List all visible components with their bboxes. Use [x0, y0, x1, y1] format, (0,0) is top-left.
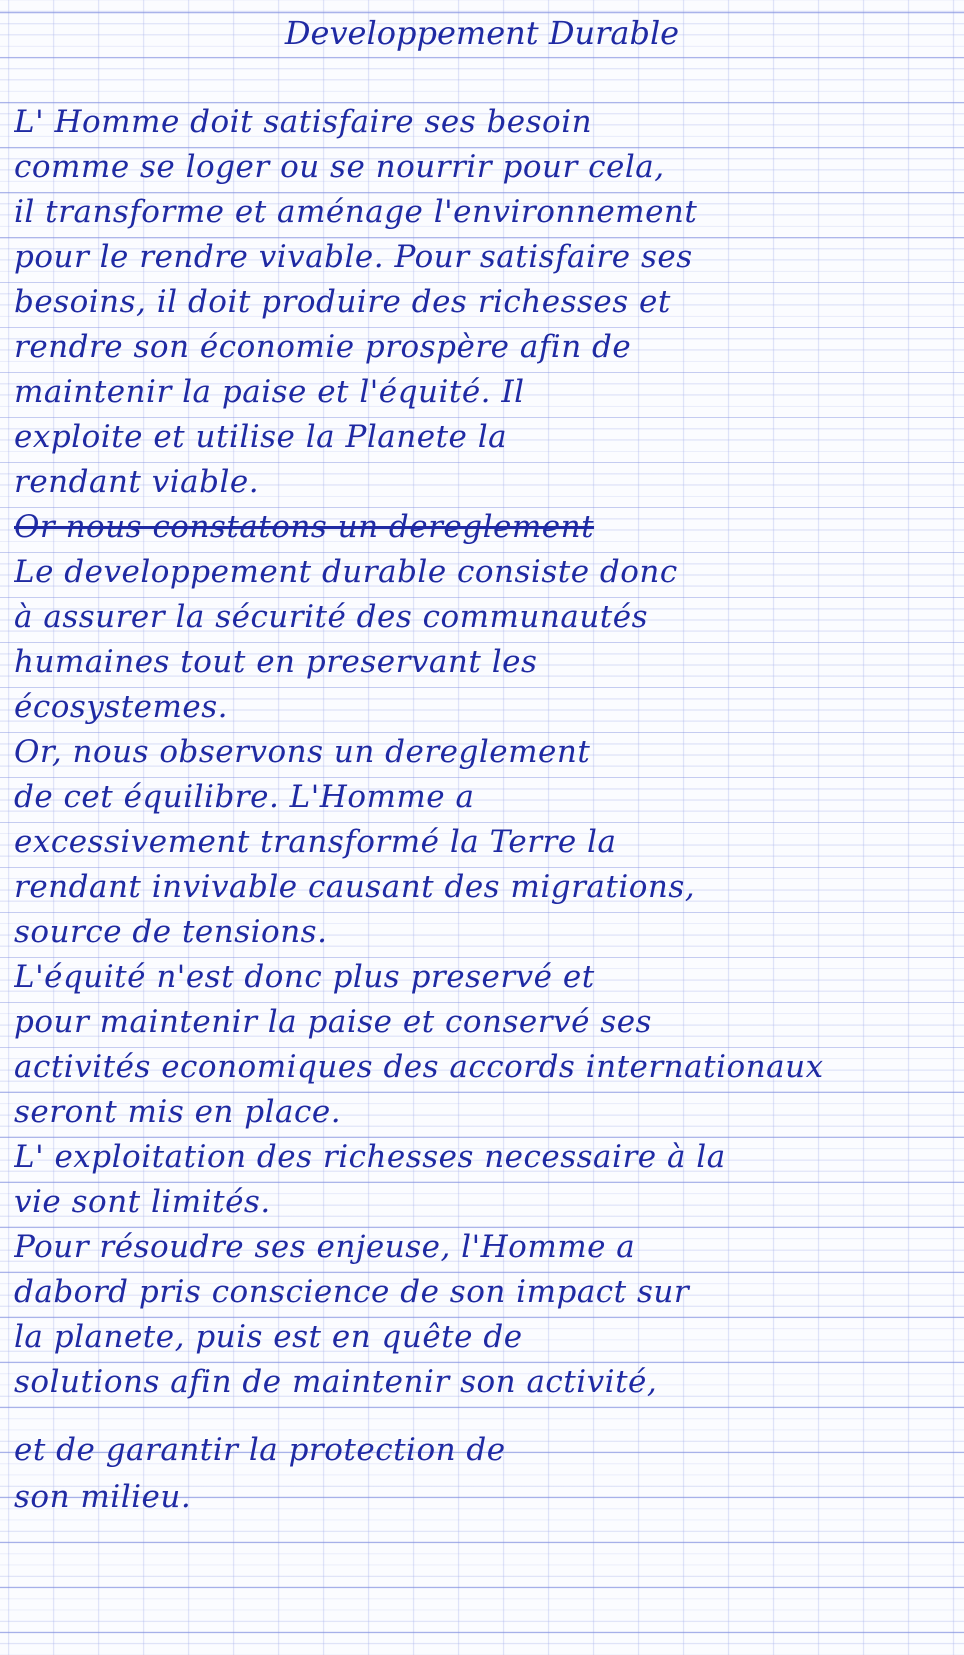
text-line: son milieu.: [14, 1479, 192, 1515]
text-line: Or, nous observons un dereglement: [14, 734, 591, 770]
text-line: écosystemes.: [14, 689, 229, 725]
text-line: dabord pris conscience de son impact sur: [14, 1274, 690, 1310]
struck-text-line: Or nous constatons un dereglement: [14, 509, 595, 545]
text-line: solutions afin de maintenir son activité,: [14, 1364, 658, 1400]
text-line: la planete, puis est en quête de: [14, 1319, 523, 1355]
text-line: à assurer la sécurité des communautés: [14, 599, 649, 635]
text-line: L' Homme doit satisfaire ses besoin: [14, 104, 593, 140]
text-line: exploite et utilise la Planete la: [14, 419, 508, 455]
text-line: comme se loger ou se nourrir pour cela,: [14, 149, 665, 185]
text-line: rendant viable.: [14, 464, 260, 500]
text-line: Le developpement durable consiste donc: [14, 554, 678, 590]
text-line: L' exploitation des richesses necessaire à la: [14, 1139, 726, 1175]
text-line: et de garantir la protection de: [14, 1432, 506, 1468]
handwritten-text: [14, 100, 954, 1520]
text-line: il transforme et aménage l'environnement: [14, 194, 698, 230]
text-line: seront mis en place.: [14, 1094, 342, 1130]
text-line: rendant invivable causant des migrations,: [14, 869, 696, 905]
text-line: L'équité n'est donc plus preservé et: [14, 959, 595, 995]
text-line: pour le rendre vivable. Pour satisfaire ses: [14, 239, 693, 275]
text-line: humaines tout en preservant les: [14, 644, 538, 680]
text-line: maintenir la paise et l'équité. Il: [14, 374, 525, 410]
page-title: Developpement Durable: [284, 14, 680, 52]
text-line: vie sont limités.: [14, 1184, 271, 1220]
text-line: source de tensions.: [14, 914, 328, 950]
text-line: pour maintenir la paise et conservé ses: [14, 1004, 652, 1040]
text-line: besoins, il doit produire des richesses et: [14, 284, 671, 320]
text-line: rendre son économie prospère afin de: [14, 329, 632, 365]
text-line: Pour résoudre ses enjeuse, l'Homme a: [14, 1229, 636, 1265]
text-line: activités economiques des accords internationaux: [14, 1049, 824, 1085]
text-line: de cet équilibre. L'Homme a: [14, 779, 475, 815]
text-line: excessivement transformé la Terre la: [14, 824, 617, 860]
